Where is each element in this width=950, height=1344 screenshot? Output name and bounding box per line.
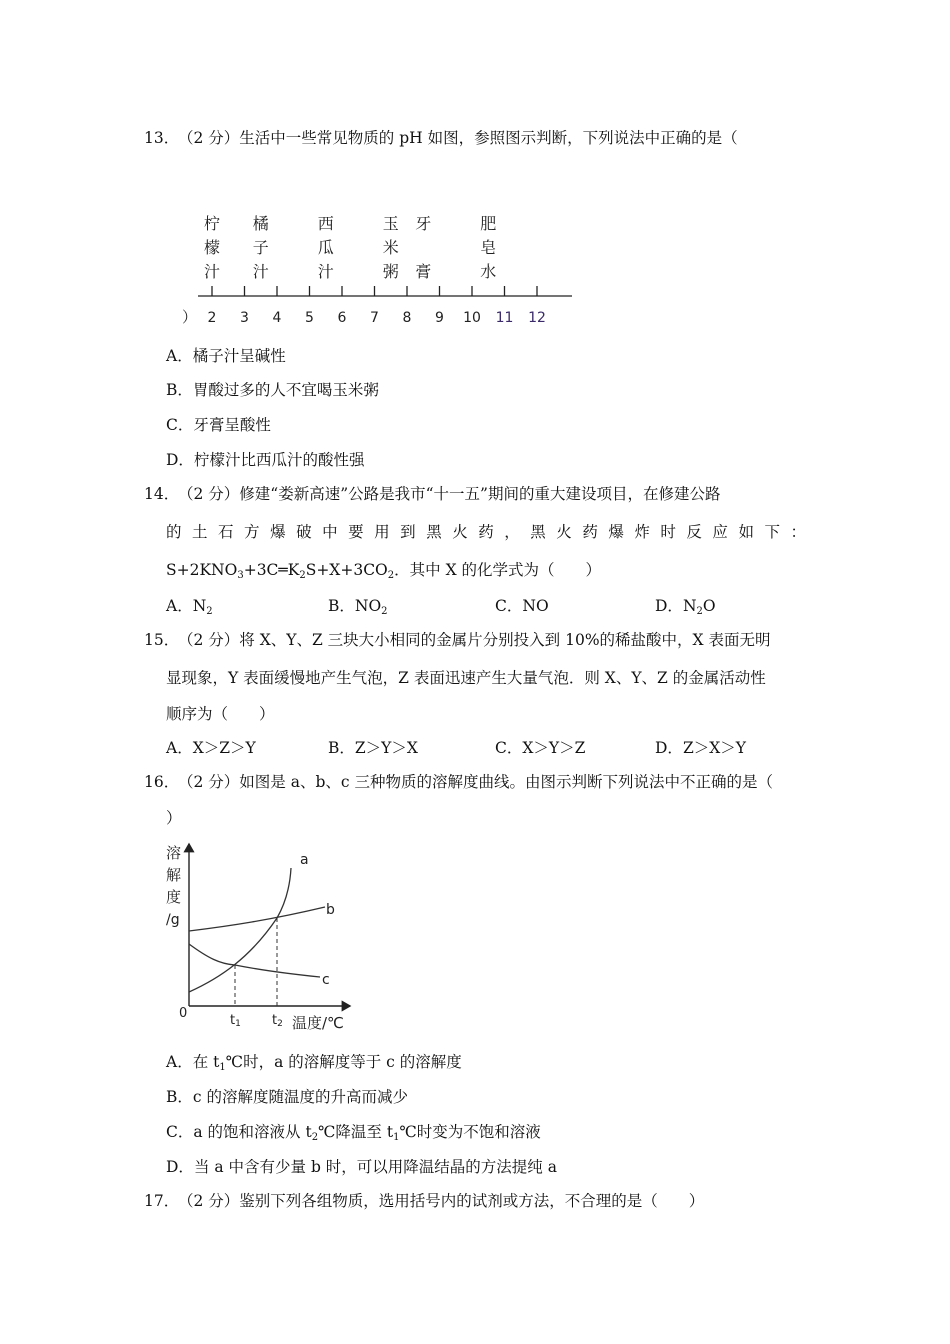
ph-tick-label: 3: [240, 310, 249, 326]
q14-line2: 的土石方爆破中要用到黑火药，黑火药爆炸时反应如下：: [166, 523, 806, 541]
y-label-char-2: 解: [166, 866, 182, 884]
q17-stem: （2 分）鉴别下列各组物质，选用括号内的试剂或方法，不合理的是（ ）: [178, 1192, 705, 1210]
q16-stem: （2 分）如图是 a、b、c 三种物质的溶解度曲线。由图示判断下列说法中不正确的是（: [178, 773, 773, 791]
q16-option-a: A．在 $t_1℃$时，a 的溶解度等于 c 的溶解度: [166, 1053, 462, 1073]
q13-number: 13．: [144, 129, 180, 147]
q14-equation: $S+2KNO_3+3C═K_2S+X+3CO_2$．其中 X 的化学式为（ ）: [166, 561, 602, 581]
q16-option-d: D．当 a 中含有少量 b 时，可以用降温结晶的方法提纯 a: [166, 1158, 557, 1176]
ph-substance-char: 玉: [382, 214, 399, 233]
ph-substance-char: 牙: [415, 214, 432, 233]
q14-option-c: C．NO: [495, 597, 549, 615]
q13-option-d: D．柠檬汁比西瓜汁的酸性强: [166, 451, 365, 469]
q13-close-paren: ）: [182, 308, 198, 326]
ph-tick-label: 4: [272, 310, 282, 326]
q15-option-a: A．X＞Z＞Y: [166, 739, 256, 757]
origin-label: 0: [179, 1006, 188, 1021]
q15-option-c: C．X＞Y＞Z: [495, 739, 586, 757]
q16-number: 16．: [144, 773, 180, 791]
ph-tick-label: 10: [463, 310, 481, 326]
curve-b-label: b: [326, 902, 335, 918]
ph-tick-label: 11: [495, 310, 514, 326]
q15-line3: 顺序为（ ）: [166, 705, 275, 723]
ph-ticks: [208, 286, 546, 326]
q14-option-a: A．$N_2$: [166, 597, 213, 617]
solubility-curve-figure: [160, 838, 360, 1038]
ph-substance-labels: [204, 214, 496, 281]
q15-line2: 显现象，Y 表面缓慢地产生气泡，Z 表面迅速产生大量气泡．则 X、Y、Z 的金属活动性: [166, 669, 766, 687]
ph-substance-char: 粥: [382, 262, 399, 281]
y-label-char-3: 度: [166, 888, 182, 906]
q14-number: 14．: [144, 485, 180, 503]
q13-option-c: C．牙膏呈酸性: [166, 416, 271, 434]
curve-c: [189, 944, 320, 977]
ph-substance-char: 肥: [480, 214, 497, 233]
q13-option-b: B．胃酸过多的人不宜喝玉米粥: [166, 381, 379, 399]
q16-close-paren: ）: [166, 809, 182, 827]
curve-b: [189, 907, 325, 931]
ph-tick-label: 2: [207, 310, 217, 326]
ph-substance-char: 檬: [203, 238, 221, 257]
y-label-char-1: 溶: [166, 844, 182, 862]
curve-a: [189, 868, 291, 992]
q14-option-b: B．$NO_2$: [328, 597, 388, 617]
ph-tick-label: 9: [435, 310, 444, 326]
q17-number: 17．: [144, 1192, 180, 1210]
curve-a-label: a: [300, 852, 309, 868]
q15-line1: （2 分）将 X、Y、Z 三块大小相同的金属片分别投入到 10%的稀盐酸中，X 表面无明: [178, 631, 771, 649]
ph-substance-char: 西: [317, 214, 334, 233]
ph-substance-char: 皂: [480, 238, 497, 257]
ph-scale-figure: [180, 210, 580, 330]
ph-tick-label: 8: [402, 310, 412, 326]
ph-substance-char: 水: [480, 262, 497, 281]
ph-substance-char: 汁: [252, 262, 269, 281]
ph-substance-char: 子: [252, 238, 269, 257]
ph-substance-char: 瓜: [317, 238, 334, 257]
ph-substance-char: 膏: [415, 262, 432, 281]
t2-label: t2: [272, 1013, 283, 1029]
ph-substance-char: 橘: [252, 214, 269, 233]
curve-c-label: c: [322, 972, 330, 988]
ph-tick-label: 6: [337, 310, 347, 326]
ph-substance-char: 柠: [203, 214, 221, 233]
ph-tick-label: 5: [305, 310, 314, 326]
q16-option-b: B．c 的溶解度随温度的升高而减少: [166, 1088, 408, 1106]
t1-label: t1: [230, 1013, 241, 1029]
y-unit: /g: [166, 912, 180, 928]
q13-option-a: A．橘子汁呈碱性: [166, 347, 286, 365]
ph-substance-char: 米: [382, 238, 399, 257]
q16-option-c: C．a 的饱和溶液从 $t_2℃$降温至 $t_1℃$时变为不饱和溶液: [166, 1123, 541, 1143]
q15-number: 15．: [144, 631, 180, 649]
q15-option-b: B．Z＞Y＞X: [328, 739, 418, 757]
ph-substance-char: 汁: [317, 262, 334, 281]
q14-line1: （2 分）修建“娄新高速”公路是我市“十一五”期间的重大建设项目，在修建公路: [178, 485, 721, 503]
q14-option-d: D．$N_2O$: [655, 597, 716, 617]
ph-tick-label: 12: [528, 310, 546, 326]
ph-substance-char: 汁: [203, 262, 221, 281]
ph-tick-label: 7: [370, 310, 379, 326]
q15-option-d: D．Z＞X＞Y: [655, 739, 746, 757]
x-axis-label: 温度/℃: [292, 1014, 344, 1032]
q13-stem: （2 分）生活中一些常见物质的 pH 如图，参照图示判断，下列说法中正确的是（: [178, 129, 738, 147]
